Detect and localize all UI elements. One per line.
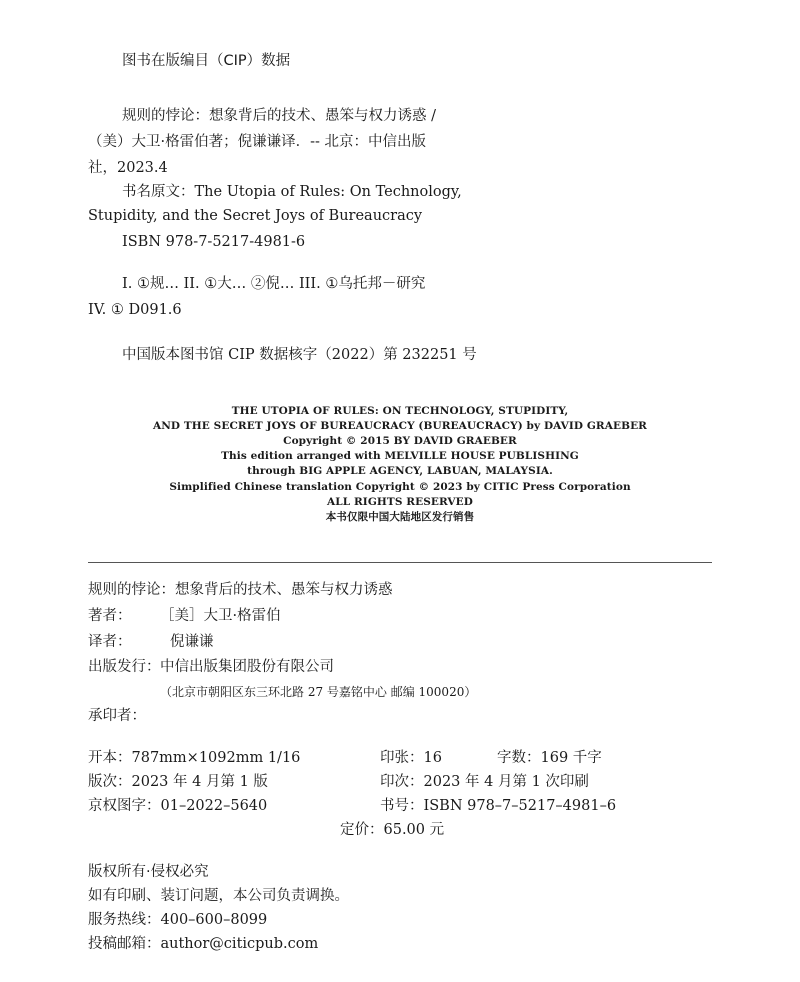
service-hotline: 服务热线：400–600–8099 <box>88 912 268 928</box>
section-divider <box>88 562 712 563</box>
printer-label: 承印者： <box>88 708 146 724</box>
english-notice-line4: This edition arranged with MELVILLE HOUSE PUBLISHING <box>221 450 579 462</box>
english-notice-line1: THE UTOPIA OF RULES: ON TECHNOLOGY, STUPIDITY, <box>231 405 569 417</box>
english-notice-line3: Copyright © 2015 BY DAVID GRAEBER <box>283 435 517 447</box>
submission-email: 投稿邮箱：author@citicpub.com <box>88 936 319 952</box>
cip-line-data-number: 中国版本图书馆 CIP 数据核字（2022）第 232251 号 <box>122 347 477 363</box>
english-notice-line6: Simplified Chinese translation Copyright © 2023 by CITIC Press Corporation <box>169 481 631 493</box>
cip-line-classification-cont: IV. ① D091.6 <box>88 302 182 318</box>
price: 定价：65.00 元 <box>340 822 445 838</box>
rights-notice: 版权所有·侵权必究 <box>88 864 209 880</box>
distribution-notice: 本书仅限中国大陆地区发行销售 <box>325 511 475 523</box>
publisher-label: 出版发行： <box>88 659 161 675</box>
cip-line-isbn: ISBN 978-7-5217-4981-6 <box>122 234 306 250</box>
cip-line-title: 规则的悖论：想象背后的技术、愚笨与权力诱惑 / <box>122 108 436 124</box>
translator-label: 译者： <box>88 634 132 650</box>
author-label: 著者： <box>88 608 132 624</box>
sheets-info: 印张：16 <box>380 750 442 766</box>
author-value: ［美］大卫·格雷伯 <box>160 608 281 624</box>
quality-notice: 如有印刷、装订问题，本公司负责调换。 <box>88 888 349 904</box>
cip-line-classification: I. ①规… II. ①大… ②倪… III. ①乌托邦－研究 <box>122 276 426 292</box>
book-number: 书号：ISBN 978–7–5217–4981–6 <box>380 798 617 814</box>
book-title: 规则的悖论：想象背后的技术、愚笨与权力诱惑 <box>88 582 393 598</box>
cip-line-original-title-cont: Stupidity, and the Secret Joys of Bureaucracy <box>88 208 423 224</box>
printing-info: 印次：2023 年 4 月第 1 次印刷 <box>380 774 589 790</box>
edition-info: 版次：2023 年 4 月第 1 版 <box>88 774 268 790</box>
translator-value: 倪谦谦 <box>170 634 214 650</box>
cip-line-original-title: 书名原文：The Utopia of Rules: On Technology, <box>122 184 462 200</box>
publisher-value: 中信出版集团股份有限公司 <box>160 659 334 675</box>
cip-line-publisher: 社，2023.4 <box>88 160 168 176</box>
word-count: 字数：169 千字 <box>497 750 602 766</box>
english-notice-line2: AND THE SECRET JOYS OF BUREAUCRACY (BUREAUCRACY) by DAVID GRAEBER <box>152 420 648 432</box>
english-notice-line7: ALL RIGHTS RESERVED <box>327 496 473 508</box>
cip-line-author: （美）大卫·格雷伯著；倪谦谦译．-- 北京：中信出版 <box>88 134 427 150</box>
contract-number: 京权图字：01–2022–5640 <box>88 798 268 814</box>
publisher-address: （北京市朝阳区东三环北路 27 号嘉铭中心 邮编 100020） <box>160 685 477 699</box>
cip-heading: 图书在版编目（CIP）数据 <box>122 53 291 69</box>
format-info: 开本：787mm×1092mm 1/16 <box>88 750 301 766</box>
english-notice-line5: through BIG APPLE AGENCY, LABUAN, MALAYSIA. <box>247 465 553 477</box>
